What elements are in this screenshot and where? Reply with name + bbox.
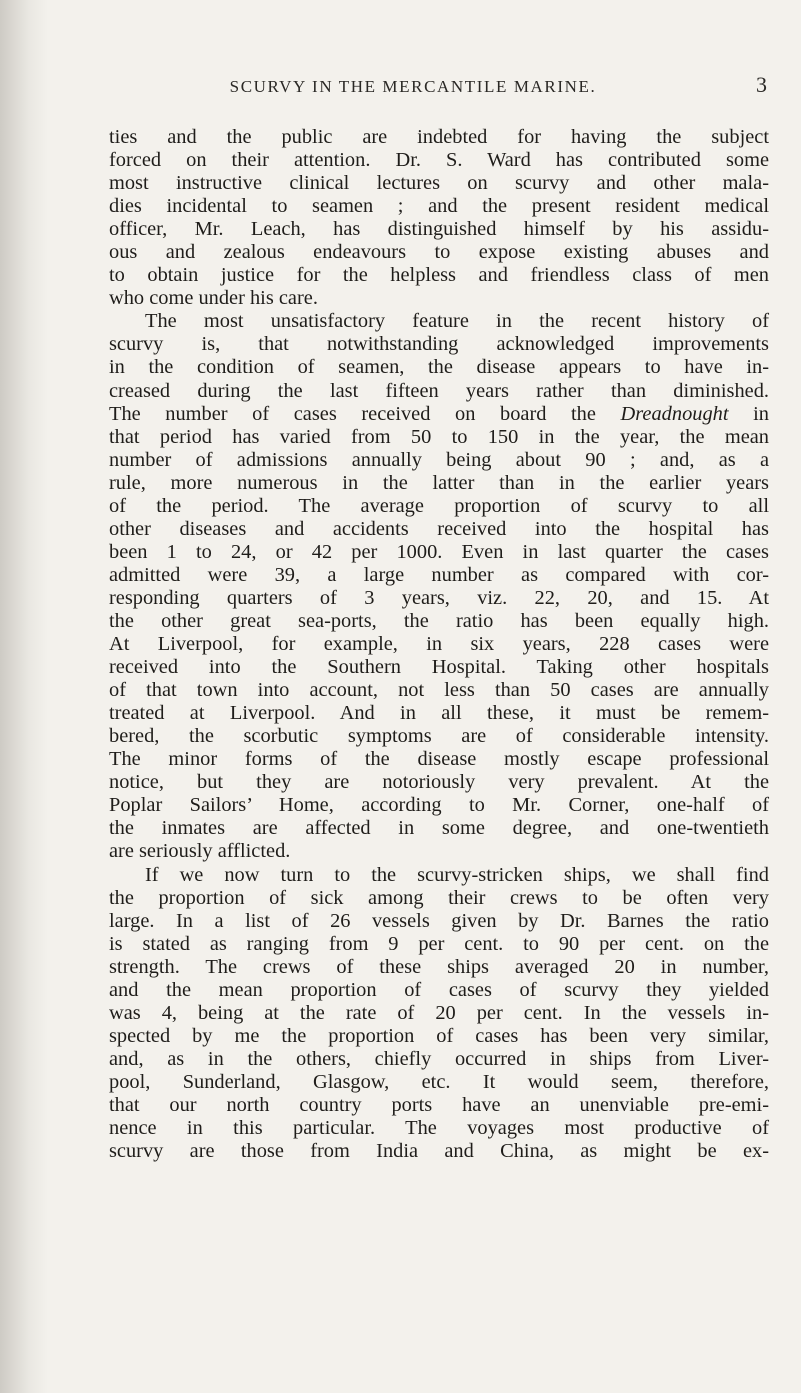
text-line: other diseases and accidents received into the hospital has [109,517,769,540]
text-line: rule, more numerous in the latter than in the earlier years [109,471,769,494]
text-line: If we now turn to the scurvy-stricken ships, we shall find [145,863,769,886]
text-line: and, as in the others, chiefly occurred in ships from Liver- [109,1047,769,1070]
text-line: Poplar Sailors’ Home, according to Mr. Corner, one-half of [109,794,769,817]
text-line: most instructive clinical lectures on scurvy and other mala- [109,172,769,195]
text-line: and the mean proportion of cases of scurvy they yielded [109,978,769,1001]
text-line: pool, Sunderland, Glasgow, etc. It would seem, therefore, [109,1070,769,1093]
text-line: The minor forms of the disease mostly escape professional [109,748,769,771]
text-line: forced on their attention. Dr. S. Ward has contributed some [109,149,769,172]
page-number: 3 [756,72,767,97]
text-line: the other great sea-ports, the ratio has been equally high. [109,609,769,632]
running-head: SCURVY IN THE MERCANTILE MARINE. [229,77,597,96]
body-text [109,126,769,1163]
text-line: that our north country ports have an unenviable pre-emi- [109,1093,769,1116]
binding-shadow [0,0,48,1393]
text-line: ous and zealous endeavours to expose existing abuses and [109,241,769,264]
text-line: that period has varied from 50 to 150 in the year, the mean [109,425,769,448]
text-fragment: The number of cases received on board the [109,402,621,425]
text-line: was 4, being at the rate of 20 per cent. In the vessels in- [109,1001,769,1024]
text-line: admitted were 39, a large number as compared with cor- [109,563,769,586]
text-line: large. In a list of 26 vessels given by Dr. Barnes the ratio [109,909,769,932]
text-line: been 1 to 24, or 42 per 1000. Even in last quarter the cases [109,540,769,563]
ship-name: Dreadnought [620,402,729,425]
text-line-with-ship-name [109,403,769,426]
text-line: officer, Mr. Leach, has distinguished himself by his assidu- [109,218,769,241]
text-line: dies incidental to seamen ; and the present resident medical [109,195,769,218]
text-line: to obtain justice for the helpless and friendless class of men [109,264,769,287]
text-line: of the period. The average proportion of scurvy to all [109,494,769,517]
text-line: in the condition of seamen, the disease appears to have in- [109,356,769,379]
text-line: At Liverpool, for example, in six years, 228 cases were [109,633,769,656]
text-line: is stated as ranging from 9 per cent. to 90 per cent. on the [109,932,769,955]
text-line: responding quarters of 3 years, viz. 22, 20, and 15. At [109,586,769,609]
text-line: scurvy are those from India and China, as might be ex- [109,1140,769,1163]
text-line: of that town into account, not less than 50 cases are annually [109,679,769,702]
text-line: treated at Liverpool. And in all these, it must be remem- [109,702,769,725]
text-line: creased during the last fifteen years rather than diminished. [109,379,769,402]
text-line: notice, but they are notoriously very prevalent. At the [109,771,769,794]
text-line: number of admissions annually being about 90 ; and, as a [109,448,769,471]
text-fragment: in [728,402,769,425]
text-line: spected by me the proportion of cases has been very similar, [109,1024,769,1047]
text-line: ties and the public are indebted for having the subject [109,126,769,148]
text-line: the proportion of sick among their crews to be often very [109,886,769,909]
text-line: the inmates are affected in some degree, and one-twentieth [109,817,769,840]
text-line: received into the Southern Hospital. Taking other hospitals [109,656,769,679]
text-line: nence in this particular. The voyages most productive of [109,1117,769,1140]
text-line: who come under his care. [109,287,318,310]
text-line: strength. The crews of these ships averaged 20 in number, [109,955,769,978]
text-line: bered, the scorbutic symptoms are of considerable intensity. [109,725,769,748]
text-line: The most unsatisfactory feature in the recent history of [145,310,769,333]
text-line: are seriously afflicted. [109,840,291,863]
text-line: scurvy is, that notwithstanding acknowledged improvements [109,333,769,356]
